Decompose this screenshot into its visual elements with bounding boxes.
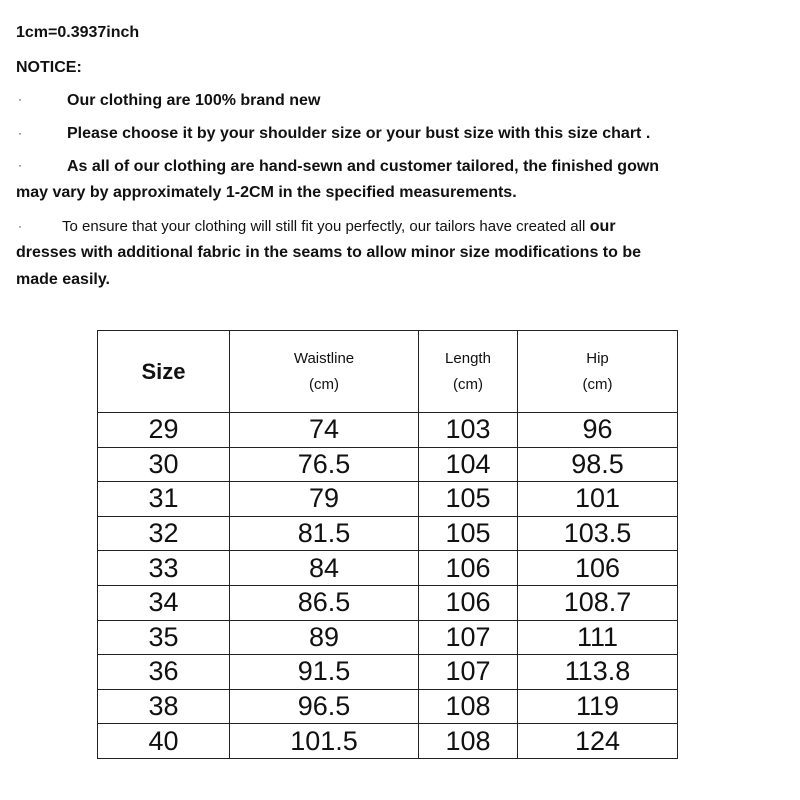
cell-hip: 106 — [518, 551, 678, 586]
size-chart-table — [97, 330, 678, 759]
notice-line-2: Please choose it by your shoulder size or your bust size with this size chart . — [67, 125, 651, 142]
cell-hip: 111 — [518, 620, 678, 655]
bullet-3: · — [18, 158, 22, 172]
table-header-row — [98, 331, 678, 413]
cell-size: 40 — [98, 724, 230, 759]
cell-length: 108 — [419, 724, 518, 759]
table-row — [98, 620, 678, 655]
cell-waistline: 74 — [230, 413, 419, 448]
table-row — [98, 585, 678, 620]
header-waistline-unit: (cm) — [309, 375, 339, 393]
cell-length: 107 — [419, 620, 518, 655]
cell-waistline: 96.5 — [230, 689, 419, 724]
cell-hip: 119 — [518, 689, 678, 724]
cell-size: 38 — [98, 689, 230, 724]
table-row — [98, 724, 678, 759]
notice-line-3a: As all of our clothing are hand-sewn and customer tailored, the finished gown — [67, 158, 660, 175]
cell-waistline: 89 — [230, 620, 419, 655]
cell-hip: 113.8 — [518, 655, 678, 690]
table-row — [98, 482, 678, 517]
table-row — [98, 551, 678, 586]
cell-length: 106 — [419, 585, 518, 620]
notice-line-4a-text: To ensure that your clothing will still fit you perfectly, our tailors have created all — [62, 218, 586, 235]
table-row — [98, 655, 678, 690]
table-row — [98, 689, 678, 724]
cell-waistline: 86.5 — [230, 585, 419, 620]
cell-length: 105 — [419, 516, 518, 551]
cell-hip: 96 — [518, 413, 678, 448]
cell-hip: 98.5 — [518, 447, 678, 482]
cell-length: 104 — [419, 447, 518, 482]
cell-size: 30 — [98, 447, 230, 482]
cell-hip: 124 — [518, 724, 678, 759]
notice-line-4a-end: our — [589, 218, 616, 235]
cell-hip: 101 — [518, 482, 678, 517]
bullet-2: · — [18, 126, 22, 140]
bullet-4: · — [18, 219, 22, 233]
cell-length: 105 — [419, 482, 518, 517]
header-hip — [518, 331, 678, 413]
cell-size: 31 — [98, 482, 230, 517]
cell-waistline: 79 — [230, 482, 419, 517]
cell-waistline: 76.5 — [230, 447, 419, 482]
header-waistline-label: Waistline — [293, 349, 355, 367]
cell-size: 36 — [98, 655, 230, 690]
header-length — [419, 331, 518, 413]
notice-line-4b: dresses with additional fabric in the seams to allow minor size modifications to be — [16, 244, 642, 261]
notice-line-4c: made easily. — [16, 271, 110, 288]
header-size: Size — [98, 331, 230, 413]
cell-waistline: 101.5 — [230, 724, 419, 759]
table-row — [98, 516, 678, 551]
cell-length: 103 — [419, 413, 518, 448]
bullet-1: · — [18, 92, 22, 106]
cell-length: 108 — [419, 689, 518, 724]
header-hip-unit: (cm) — [582, 375, 613, 393]
cell-length: 106 — [419, 551, 518, 586]
notice-line-1: Our clothing are 100% brand new — [67, 92, 321, 109]
table-row — [98, 413, 678, 448]
notice-line-4a — [62, 217, 616, 237]
table-row — [98, 447, 678, 482]
cell-length: 107 — [419, 655, 518, 690]
header-length-label: Length — [445, 349, 491, 367]
cell-size: 34 — [98, 585, 230, 620]
cell-waistline: 84 — [230, 551, 419, 586]
header-length-unit: (cm) — [453, 375, 483, 393]
cell-size: 33 — [98, 551, 230, 586]
notice-title: NOTICE: — [16, 59, 82, 76]
cell-size: 35 — [98, 620, 230, 655]
header-hip-label: Hip — [586, 349, 609, 367]
cell-hip: 108.7 — [518, 585, 678, 620]
cell-size: 32 — [98, 516, 230, 551]
conversion-note: 1cm=0.3937inch — [16, 24, 140, 41]
cell-waistline: 81.5 — [230, 516, 419, 551]
cell-waistline: 91.5 — [230, 655, 419, 690]
header-waistline — [230, 331, 419, 413]
notice-line-3b: may vary by approximately 1-2CM in the specified measurements. — [16, 184, 517, 201]
cell-size: 29 — [98, 413, 230, 448]
cell-hip: 103.5 — [518, 516, 678, 551]
